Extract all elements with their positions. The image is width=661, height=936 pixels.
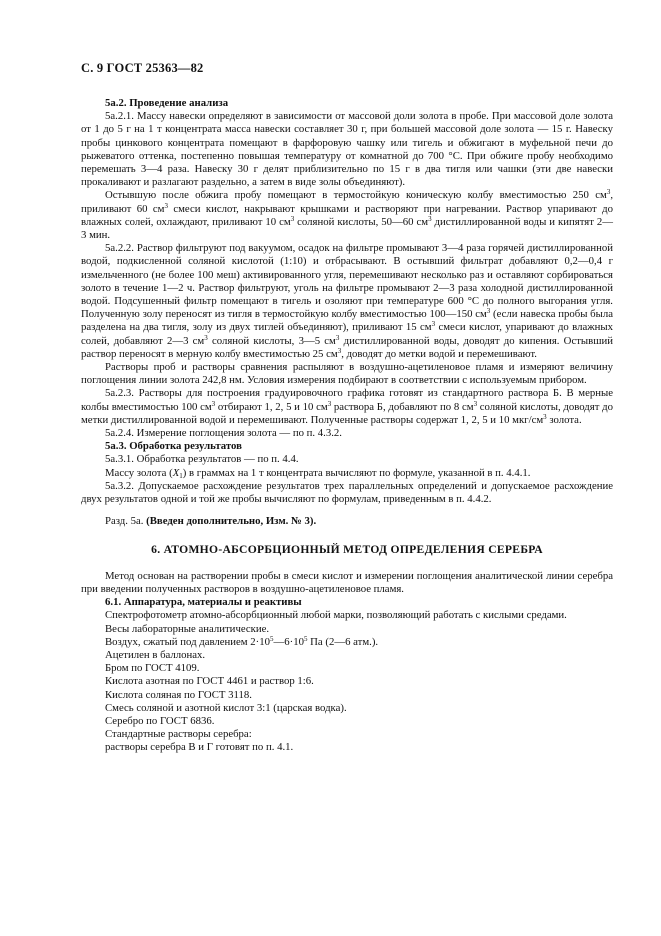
amendment-note xyxy=(81,515,613,528)
heading-5a2: 5а.2. Проведение анализа xyxy=(105,97,229,109)
text-fragment: , приливают 60 см xyxy=(81,189,613,215)
text-fragment: смеси кислот, упаривают до влажных солей, добавляют 2—3 см xyxy=(81,321,613,347)
text-fragment: дистиллированной воды и кипятят 2—3 мин. xyxy=(81,215,613,242)
paragraph-5a2-4: 5а.2.4. Измерение поглощения золота — по п. 4.3.2. xyxy=(105,427,342,440)
list-item-aqua-regia: Смесь соляной и азотной кислот 3:1 (царская водка). xyxy=(105,701,347,714)
superscript-unit: 3 xyxy=(606,188,611,197)
superscript-unit: 3 xyxy=(337,346,342,355)
paragraph-6-intro: Метод основан на растворении пробы в смеси кислот и измерении поглощения аналитической линии серебра при введении полученных растворов в воздушно-ацетиленовое пламя. xyxy=(81,569,613,595)
list-item-nitric-acid: Кислота азотная по ГОСТ 4461 и раствор 1:6. xyxy=(105,675,314,688)
document-body xyxy=(81,97,613,755)
text-fragment: отбирают 1, 2, 5 и 10 см xyxy=(215,400,328,413)
paragraph-5a2-3 xyxy=(81,387,613,427)
list-item-scales: Весы лабораторные аналитические. xyxy=(105,622,270,635)
paragraph-5a2-1: 5а.2.1. Массу навески определяют в зависимости от массовой доли золота в пробе. При массовой доле золота от 1 до 5 г на 1 т концентрата масса навески составляет 30 г, при большей массовой доле золота — 15 г. Навеску пробы цинкового концентрата помещают в фарфоровую чашку или тигель и обжигают в муфельной печи до рыжеватого оттенка, постепенно повышая температуру от комнатной до 700 °С. При обжиге пробу необходимо перемешать 3—4 раза. Навеску 30 г делят приблизительно по 15 г в два тигля или чашки (эти две навески прокаливают и разлагают раздельно, а затем в виде золы объединяют). xyxy=(81,110,613,189)
text-fragment: 5а.2.3. Растворы для построения градуировочного графика готовят из стандартного раствора Б. В мерные колбы вместимостью 100 см xyxy=(81,387,613,413)
paragraph-5a2-2 xyxy=(81,242,613,361)
superscript-unit: 3 xyxy=(327,399,332,408)
superscript-exponent: 5 xyxy=(270,634,274,643)
text-fragment: соляной кислоты, 3—5 см xyxy=(207,334,336,347)
superscript-unit: 3 xyxy=(204,333,208,342)
list-item-acetylene: Ацетилен в баллонах. xyxy=(105,648,206,661)
text-fragment: , доводят до метки водой и перемешивают. xyxy=(341,347,537,360)
superscript-unit: 3 xyxy=(335,333,340,342)
text-fragment: ) в граммах на 1 т концентрата вычисляют по формуле, указанной в п. 4.4.1. xyxy=(182,466,531,479)
text-fragment: Остывшую после обжига пробу помещают в термостойкую коническую колбу вместимостью 250 см xyxy=(105,189,607,202)
variable-x: X xyxy=(172,466,180,479)
page-header: С. 9 ГОСТ 25363—82 xyxy=(81,61,204,75)
list-item-standard-solutions: Стандартные растворы серебра: xyxy=(105,728,252,741)
superscript-unit: 3 xyxy=(211,399,216,408)
text-fragment: смеси кислот, накрывают крышками и растворяют при нагревании. Раствор упаривают до влажных солей, охлаждают, приливают 10 см xyxy=(81,202,613,228)
text-fragment: Воздух, сжатый под давлением 2·10 xyxy=(105,635,271,648)
text-fragment: Па (2—6 атм.). xyxy=(307,635,379,648)
superscript-exponent: 5 xyxy=(303,634,308,643)
list-item-air xyxy=(81,636,613,649)
list-item-silver: Серебро по ГОСТ 6836. xyxy=(105,714,215,727)
text-fragment: (если навеска пробы была разделена на два тигля, золу из двух тиглей объединяют), приливают 15 см xyxy=(81,308,613,334)
list-item-spectrophotometer: Спектрофотометр атомно-абсорбционный любой марки, позволяющий работать с кислыми средами. xyxy=(105,609,567,622)
paragraph-5a2-1-dissolution xyxy=(81,189,613,242)
text-fragment: Массу золота ( xyxy=(105,466,173,479)
note-prefix: Разд. 5а. xyxy=(105,515,147,528)
paragraph-5a3-1-formula xyxy=(81,467,613,480)
text-fragment: соляной кислоты, доводят до метки дистиллированной водой и перемешивают. Полученные растворы содержат 1, 2, 5 и 10 мкг/см xyxy=(81,400,613,426)
superscript-unit: 3 xyxy=(164,201,168,210)
list-item-bromine: Бром по ГОСТ 4109. xyxy=(105,662,200,675)
subscript-index: 1 xyxy=(179,471,183,480)
list-item-solutions-v-g: растворы серебра В и Г готовят по п. 4.1. xyxy=(105,741,294,754)
text-fragment: золота. xyxy=(546,413,582,426)
paragraph-5a3-2: 5а.3.2. Допускаемое расхождение результатов трех параллельных определений и допускаемое расхождение двух результатов одной и той же пробы вычисляют по формулам, приведенным в п. 4.4.2. xyxy=(81,479,613,506)
superscript-unit: 3 xyxy=(428,214,432,223)
section-6-title: 6. АТОМНО-АБСОРБЦИОННЫЙ МЕТОД ОПРЕДЕЛЕНИЯ СЕРЕБРА xyxy=(151,542,543,556)
text-fragment: раствора Б, добавляют по 8 см xyxy=(331,400,474,413)
text-fragment: —6·10 xyxy=(273,635,304,648)
paragraph-5a2-2-measurement: Растворы проб и растворы сравнения распыляют в воздушно-ацетиленовое пламя и измеряют величину поглощения линии золота 242,8 нм. Условия измерения подбирают в соответствии с используемым прибором. xyxy=(81,361,613,387)
text-fragment: 5а.2.2. Раствор фильтруют под вакуумом, осадок на фильтре промывают 3—4 раза горячей дистиллированной водой, подкисленной соляной кислотой (1:10) и отбрасывают. В остывший фильтрат добавляют 0,2—0,4 г измельченного (не более 100 меш) активированного угля, перемешивают несколько раз и оставляют сорбироваться золото в течение 1—2 ч. Раствор фильтруют, уголь на фильтре промывают 2—3 раза холодной дистиллированной водой. Подсушенный фильтр помещают в тигель и озоляют при температуре 600 °С до полного выгорания угля. Полученную золу переносят из тигля в термостойкую колбу вместимостью 100—150 см xyxy=(81,242,613,321)
text-fragment: соляной кислоты, 50—60 см xyxy=(294,215,429,228)
superscript-unit: 3 xyxy=(543,412,547,421)
note-amendment: (Введен дополнительно, Изм. № 3). xyxy=(146,515,317,528)
superscript-unit: 3 xyxy=(431,320,436,329)
heading-5a3: 5а.3. Обработка результатов xyxy=(105,440,242,453)
heading-6-1: 6.1. Аппаратура, материалы и реактивы xyxy=(105,596,302,609)
text-fragment: дистиллированной воды, доводят до кипения. Остывший раствор переносят в мерную колбу вместимостью 25 см xyxy=(81,334,613,360)
list-item-hydrochloric-acid: Кислота соляная по ГОСТ 3118. xyxy=(105,688,252,701)
superscript-unit: 3 xyxy=(473,399,478,408)
superscript-unit: 3 xyxy=(486,307,491,316)
paragraph-5a3-1: 5а.3.1. Обработка результатов — по п. 4.4. xyxy=(105,453,299,466)
superscript-unit: 3 xyxy=(290,214,295,223)
